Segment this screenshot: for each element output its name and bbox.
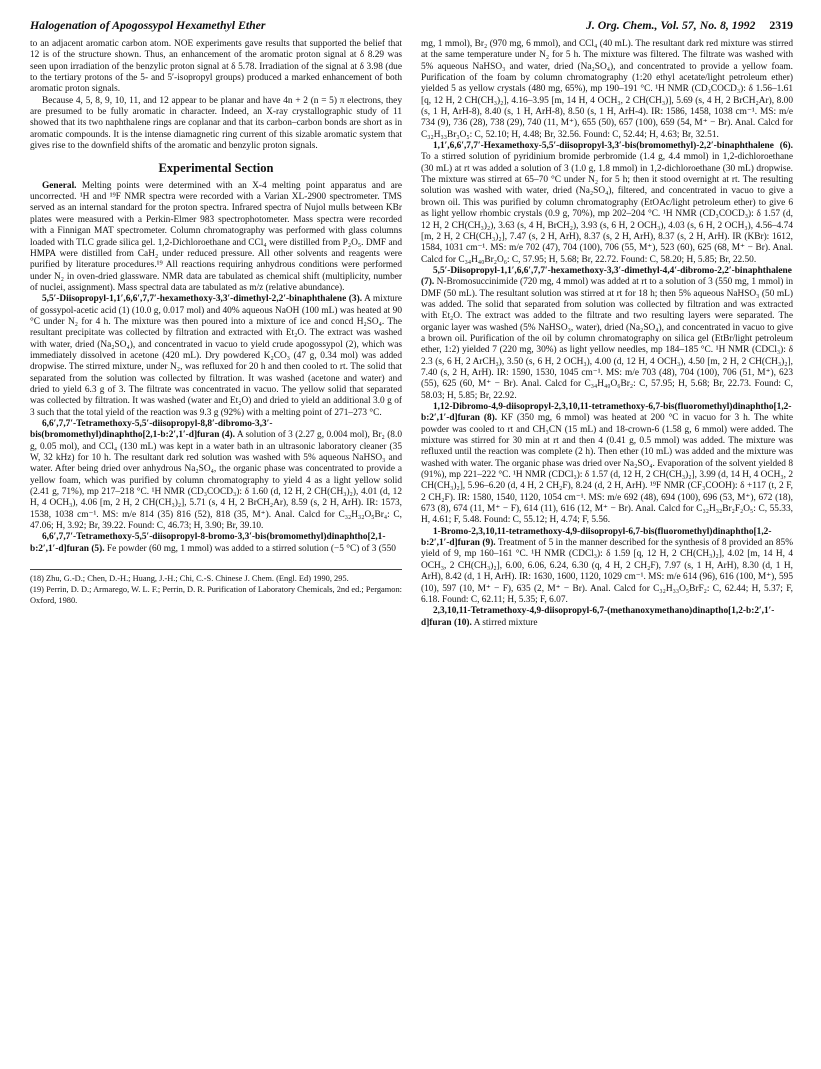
paragraph-compound-7: 5,5′-Diisopropyl-1,1′,6,6′,7,7′-hexamethoxy-3,3′-dimethyl-4,4′-dibromo-2,2′-binaphthalene (7). N-Bromosuccinimide (720 mg, 4 mmol) was added at rt to a solution of 3 (550 mg, 1 mmol) in DMF (50 mL). The resultant solution was stirred at rt for 18 h; then 5% aqueous NaHSO₃ (50 mL) was added. The solid that separated from solution was collected by filtration and was extracted with Et₂O. The extract was added to the filtrate and two resulting layers were separated. The organic layer was washed (5% NaHSO₃, water), dried (Na₂SO₄), and concentrated in vacuo to give a brown oil. Purification of the oil by column chromatography on silica gel (EtBr/light petroleum ether, 1:2) yielded 7 (220 mg, 30%) as light yellow needles, mp 184–185 °C. ¹H NMR (CDCl₃): δ 2.3 (s, 6 H, 2 ArCH₃), 3.50 (s, 6 H, 2 OCH₃), 4.00 (d, 12 H, 4 OCH₃), 4.50 [m, 2 H, 2 CH(CH₃)₂], 7.40 (s, 2 H, ArH). IR: 1590, 1530, 1045 cm⁻¹. MS: m/e 703 (48), 704 (100), 706 (51, M⁺), 623 (55), 625 (60, M⁺ − Br). Anal. Calcd for C₃₄H₄₀O₆Br₂: C, 57.95; H, 5.68; Br, 22.73. Found: C, 58.03; H, 5.85; Br, 22.92.: [421, 265, 793, 401]
paragraph-compound-6: 1,1′,6,6′,7,7′-Hexamethoxy-5,5′-diisopropyl-3,3′-bis(bromomethyl)-2,2′-binaphthalene (6). To a stirred solution of pyridinium bromide perbromide (1.4 g, 4.4 mmol) in 1,2-dichloroethane (30 mL) at rt was added a solution of 3 (1.0 g, 1.8 mmol) in 1,2-dichloroethane (30 mL) dropwise. The mixture was stirred at 65–70 °C under N₂ for 5 h; then it stood overnight at rt. The resulting solution was washed with water, dried (Na₂SO₄), filtered, and concentrated in vacuo to give a brown oil. This was purified by column chromatography (EtOAc/light petroleum ether) to give 6 as light yellow rhombic crystals (0.9 g, 70%), mp 202–204 °C. ¹H NMR (CD₃COCD₃): δ 1.57 (d, 12 H, 2 CH(CH₃)₂), 3.63 (s, 4 H, BrCH₂), 3.93 (s, 6 H, 2 OCH₃), 4.03 (s, 6 H, 2 OCH₃), 4.56–4.74 [m, 2 H, 2 CH(CH₃)₂], 7.47 (s, 2 H, ArH), 8.37 (s, 2 H, ArH), 8.37 (s, 2 H, ArH). IR (KBr): 1612, 1584, 1031 cm⁻¹. MS: m/e 702 (47), 704 (100), 706 (55, M⁺), 523 (60), 625 (68, M⁺ − Br). Anal. Calcd for C₃₄H₄₀Br₂O₆: C, 57.95; H, 5.68; Br, 22.72. Found: C, 58.20; H, 5.85; Br, 22.50.: [421, 141, 793, 265]
compound-title: 5,5′-Diisopropyl-1,1′,6,6′,7,7′-hexamethoxy-3,3′-dimethyl-4,4′-dibromo-2,2′-binaphthalene (7).: [421, 265, 792, 288]
section-heading: Experimental Section: [158, 161, 274, 176]
paragraph-compound-5-continued: mg, 1 mmol), Br₂ (970 mg, 6 mmol), and CCl₄ (40 mL). The resultant dark red mixture was stirred at the same temperature under N₂ for 5 h. The mixture was filtered. The filtrate was washed with 5% aqueous NaHSO₃ and water, dried (Na₂SO₄), and concentrated to provide a yellow foam. Purification of the foam by column chromatography (1:20 ethyl acetate/light petroleum ether) yielded 5 as yellow crystals (480 mg, 65%), mp 190–191 °C. ¹H NMR (CD₃COCD₃): δ 1.56–1.61 [q, 12 H, 2 CH(CH₃)₂], 4.16–3.95 [m, 14 H, 4 OCH₃, 2 CH(CH₃)], 5.69 (s, 4 H, 2 BrCH₂Ar), 8.00 (s, 1 H, ArH-8), 8.40 (s, 1 H, ArH-8), 8.50 (s, 1 H, ArH-4). IR: 1586, 1458, 1038 cm⁻¹. MS: m/e 734 (9), 736 (28), 738 (29), 740 (11, M⁺), 655 (50), 657 (100), 659 (54, M⁺ − Br). Anal. Calcd for C₃₂H₃₃Br₃O₅: C, 52.10; H, 4.48; Br, 32.56. Found: C, 52.44; H, 4.63; Br, 32.51.: [421, 39, 793, 140]
paragraph-compound-8: 1,12-Dibromo-4,9-diisopropyl-2,3,10,11-tetramethoxy-6,7-bis(fluoromethyl)dinaphtho[1,2-b:2′,1′-d]furan (8). KF (350 mg, 6 mmol) was heated at 200 °C in vacuo for 3 h. The white powder was cooled to rt and CH₃CN (15 mL) and 18-crown-6 (1.58 g, 6 mmol) were added. The mixture was stirred for 30 min at rt and then 4 (0.41 g, 0.5 mmol) was added. The mixture was refluxed until the reaction was complete (2 h). Then ether (10 mL) was added and the mixture was washed with water. The organic phase was dried over Na₂SO₄. Evaporation of the solvent yielded 8 (91%), mp 221–222 °C. ¹H NMR (CDCl₃): δ 1.57 (d, 12 H, 2 CH(CH₃)₂], 3.99 (d, 14 H, 4 OCH₃, 2 CH(CH₃)₂], 5.96–6.20 (d, 4 H, 2 CH₂F), 8.24 (d, 2 H, ArH). ¹⁹F NMR (CF₃COOH): δ +117 (t, 2 F, 2 CH₂F). IR: 1580, 1540, 1120, 1054 cm⁻¹. MS: m/e 692 (48), 694 (100), 696 (53, M⁺), 672 (18), 673 (8), 674 (11, M⁺ − F), 614 (11), 616 (12, M⁺ − Br). Anal. Calcd for C₃₂H₃₂Br₂F₂O₅: C, 55.33, H, 4.61; F, 5.48. Found: C, 55.12; H, 4.74; F, 5.56.: [421, 402, 793, 526]
compound-title: 2,3,10,11-Tetramethoxy-4,9-diisopropyl-6,7-(methanoxymethano)dinaptho[1,2-b:2′,1′-d]furan (10).: [421, 606, 775, 628]
paragraph-compound-5: 6,6′,7,7′-Tetramethoxy-5,5′-diisopropyl-8-bromo-3,3′-bis(bromomethyl)dinaphtho[2,1-b:2′,1′-d]furan (5). Fe powder (60 mg, 1 mmol) was added to a stirred solution (−5 °C) of 3 (550: [30, 532, 396, 554]
compound-title: 1,1′,6,6′,7,7′-Hexamethoxy-5,5′-diisopropyl-3,3′-bis(bromomethyl)-2,2′-binaphthalene (6).: [433, 141, 793, 152]
footnote-19: (19) Perrin, D. D.; Armarego, W. L. F.; Perrin, D. R. Purification of Laboratory Chemicals, 2nd ed.; Pergamon: Oxford, 1980.: [30, 585, 402, 605]
right-column: [421, 39, 793, 629]
page-number: 2319: [769, 18, 793, 32]
paragraph-noe: to an adjacent aromatic carbon atom. NOE experiments gave results that supported the belief that 12 is of the structure shown. Thus, an enhancement of the aromatic proton signal at δ 8.29 was seen upon irradiation of the benzylic proton signal at δ 5.78. Irradiation of the signal at δ 3.98 (due to the tertiary protons of the 5- and 5′-isopropyl groups) produced a marked enhancement of both aromatic proton signals.: [30, 39, 402, 95]
compound-title: 1-Bromo-2,3,10,11-tetramethoxy-4,9-diisopropyl-6,7-bis(fluoromethyl)dinaphtho[1,2-b:2′,1′-d]furan (9).: [421, 526, 772, 549]
compound-title: 6,6′,7,7′-Tetramethoxy-5,5′-diisopropyl-8,8′-dibromo-3,3′-bis(bromomethyl)dinaphtho[2,1-b:2′,1′-d]furan (4).: [30, 419, 273, 441]
paragraph-aromaticity: Because 4, 5, 8, 9, 10, 11, and 12 appear to be planar and have 4n + 2 (n = 5) π electrons, they are presumed to be fully aromatic in character. Indeed, an X-ray crystallographic study of 11 showed that its two naphthalene rings are coplanar and that its carbon–carbon bonds are short as in aromatic compounds. It is the intense diamagnetic ring current of this sizable aromatic system that gives rise to the downfield shifts of the aromatic and benzylic proton signals.: [30, 95, 402, 152]
footnotes: [30, 569, 402, 606]
compound-title: 5,5′-Diisopropyl-1,1′,6,6′,7,7′-hexamethoxy-3,3′-dimethyl-2,2′-binaphthalene (3).: [42, 294, 363, 305]
paragraph-compound-9: 1-Bromo-2,3,10,11-tetramethoxy-4,9-diisopropyl-6,7-bis(fluoromethyl)dinaphtho[1,2-b:2′,1′-d]furan (9). Treatment of 5 in the manner described for the synthesis of 8 provided an 85% yield of 9, mp 160–161 °C. ¹H NMR (CDCl₃): δ 1.59 [q, 12 H, 2 CH(CH₃)₂], 4.02 [m, 14 H, 4 OCH₃, 2 CH(CH₃)₂], 6.00, 6.06, 6.24, 6.30 (q, 4 H, 2 CH₂F), 7.97 (s, 1 H, ArH), 8.30 (d, 1 H, ArH), 8.42 (d, 1 H, ArH). IR: 1630, 1600, 1120, 1029 cm⁻¹. MS: m/e 614 (96), 616 (100, M⁺), 595 (10), 597 (10, M⁺ − F), 635 (2, M⁺ − Br). Anal. Calcd for C₃₂H₃₃O₅BrF₂: C, 62.44; H, 5.37; F, 6.18. Found: C, 62.11; H, 5.35; F, 6.07.: [421, 526, 793, 605]
paragraph-compound-10: 2,3,10,11-Tetramethoxy-4,9-diisopropyl-6,7-(methanoxymethano)dinaptho[1,2-b:2′,1′-d]furan (10). A stirred mixture: [421, 606, 775, 628]
journal-citation: [586, 18, 793, 33]
footnote-18: (18) Zhu, G.-D.; Chen, D.-H.; Huang, J.-H.; Chi, C.-S. Chinese J. Chem. (Engl. Ed) 1990, 295.: [30, 574, 349, 584]
paragraph-compound-3: 5,5′-Diisopropyl-1,1′,6,6′,7,7′-hexamethoxy-3,3′-dimethyl-2,2′-binaphthalene (3). A mixture of gossypol-acetic acid (1) (10.0 g, 0.017 mol) and 40% aqueous NaOH (100 mL) was heated at 90 °C under N₂ for 4 h. The mixture was then poured into a mixture of ice and concd H₂SO₄. The resultant precipitate was collected by filtration and extracted with Et₂O. The extract was washed with water, dried (Na₂SO₄), and concentrated in vacuo to yield crude apogossypol (2), which was immediately dissolved in acetone (420 mL). Dry powdered K₂CO₃ (47 g, 0.34 mol) was added dropwise. The stirred mixture, under N₂, was refluxed for 20 h and then cooled to rt. The solid that separated from the solution was collected by filtration. It was washed (acetone and water) and dried to yield 6.3 g of 3. The filtrate was concentrated in vacuo. The yellow solid that separated was collected by filtration. It was washed (water and Et₂O) and dried to yield an additional 3.0 g of 3 such that the total yield of the reaction was 9.3 g (92%) with a melting point of 271–273 °C.: [30, 294, 402, 418]
compound-title: 6,6′,7,7′-Tetramethoxy-5,5′-diisopropyl-8-bromo-3,3′-bis(bromomethyl)dinaphtho[2,1-b:2′,1′-d]furan (5).: [30, 532, 386, 554]
journal-info: J. Org. Chem., Vol. 57, No. 8, 1992: [585, 18, 756, 32]
running-head: [30, 18, 793, 33]
two-column-body: [30, 39, 793, 629]
paragraph-general: General. Melting points were determined with an X-4 melting point apparatus and are uncorrected. ¹H and ¹⁹F NMR spectra were recorded with a Varian XL-2900 spectrometer. TMS served as an internal standard for the proton spectra. Infrared spectra of Nujol mulls between KBr plates were measured with a Perkin-Elmer 983 spectrophotometer. Mass spectra were recorded with a Finnigan MAT spectrometer. Column chromatography was performed with glass columns loaded with TLC grade silica gel. 1,2-Dichloroethane and CCl₄ were distilled from P₂O₅. DMF and HMPA were distilled from CaH₂ under reduced pressure. All other solvents and reagents were purified by literature procedures.¹⁹ All reactions requiring anhydrous conditions were performed under N₂ in oven-dried glassware. NMR data are tabulated as chemical shift (multiplicity, number of nuclei, assignment). Mass spectral data are tabulated as m/z (relative abundance).: [30, 180, 402, 293]
paragraph-compound-4: 6,6′,7,7′-Tetramethoxy-5,5′-diisopropyl-8,8′-dibromo-3,3′-bis(bromomethyl)dinaphtho[2,1-b:2′,1′-d]furan (4). A solution of 3 (2.27 g, 0.004 mol), Br₂ (8.0 g, 0.05 mol), and CCl₄ (130 mL) was kept in a water bath in an ultrasonic laboratory cleaner (35 W, 32 kHz) for 10 h. The resultant dark red solution was washed with 5% aqueous NaHSO₃ and water. After being dried over anhydrous Na₂SO₄, the organic phase was concentrated to provide a yellow foam, which was purified by column chromatography to yield 4 as a light yellow solid (2.41 g, 71%), mp 217–218 °C. ¹H NMR (CD₃COCD₃): δ 1.60 (d, 12 H, 2 CH(CH₃)₂), 4.01 (d, 12 H, 4 OCH₃), 4.06 [m, 2 H, 2 CH(CH₃)₂], 5.71 (s, 4 H, 2 BrCH₂Ar), 8.59 (s, 2 H, ArH). IR: 1573, 1538, 1038 cm⁻¹. MS: m/e 814 (35) 816 (52), 818 (35, M⁺). Anal. Calcd for C₃₂H₃₂O₅Br₄: C, 47.06; H, 3.92; Br, 39.22. Found: C, 46.73; H, 3.90; Br, 39.10.: [30, 419, 402, 532]
compound-title: 1,12-Dibromo-4,9-diisopropyl-2,3,10,11-tetramethoxy-6,7-bis(fluoromethyl)dinaphtho[1,2-b:2′,1′-d]furan (8).: [421, 402, 792, 424]
run-in-heading: General.: [42, 180, 77, 191]
article-short-title: Halogenation of Apogossypol Hexamethyl Ether: [30, 18, 266, 32]
left-column: [30, 39, 402, 629]
